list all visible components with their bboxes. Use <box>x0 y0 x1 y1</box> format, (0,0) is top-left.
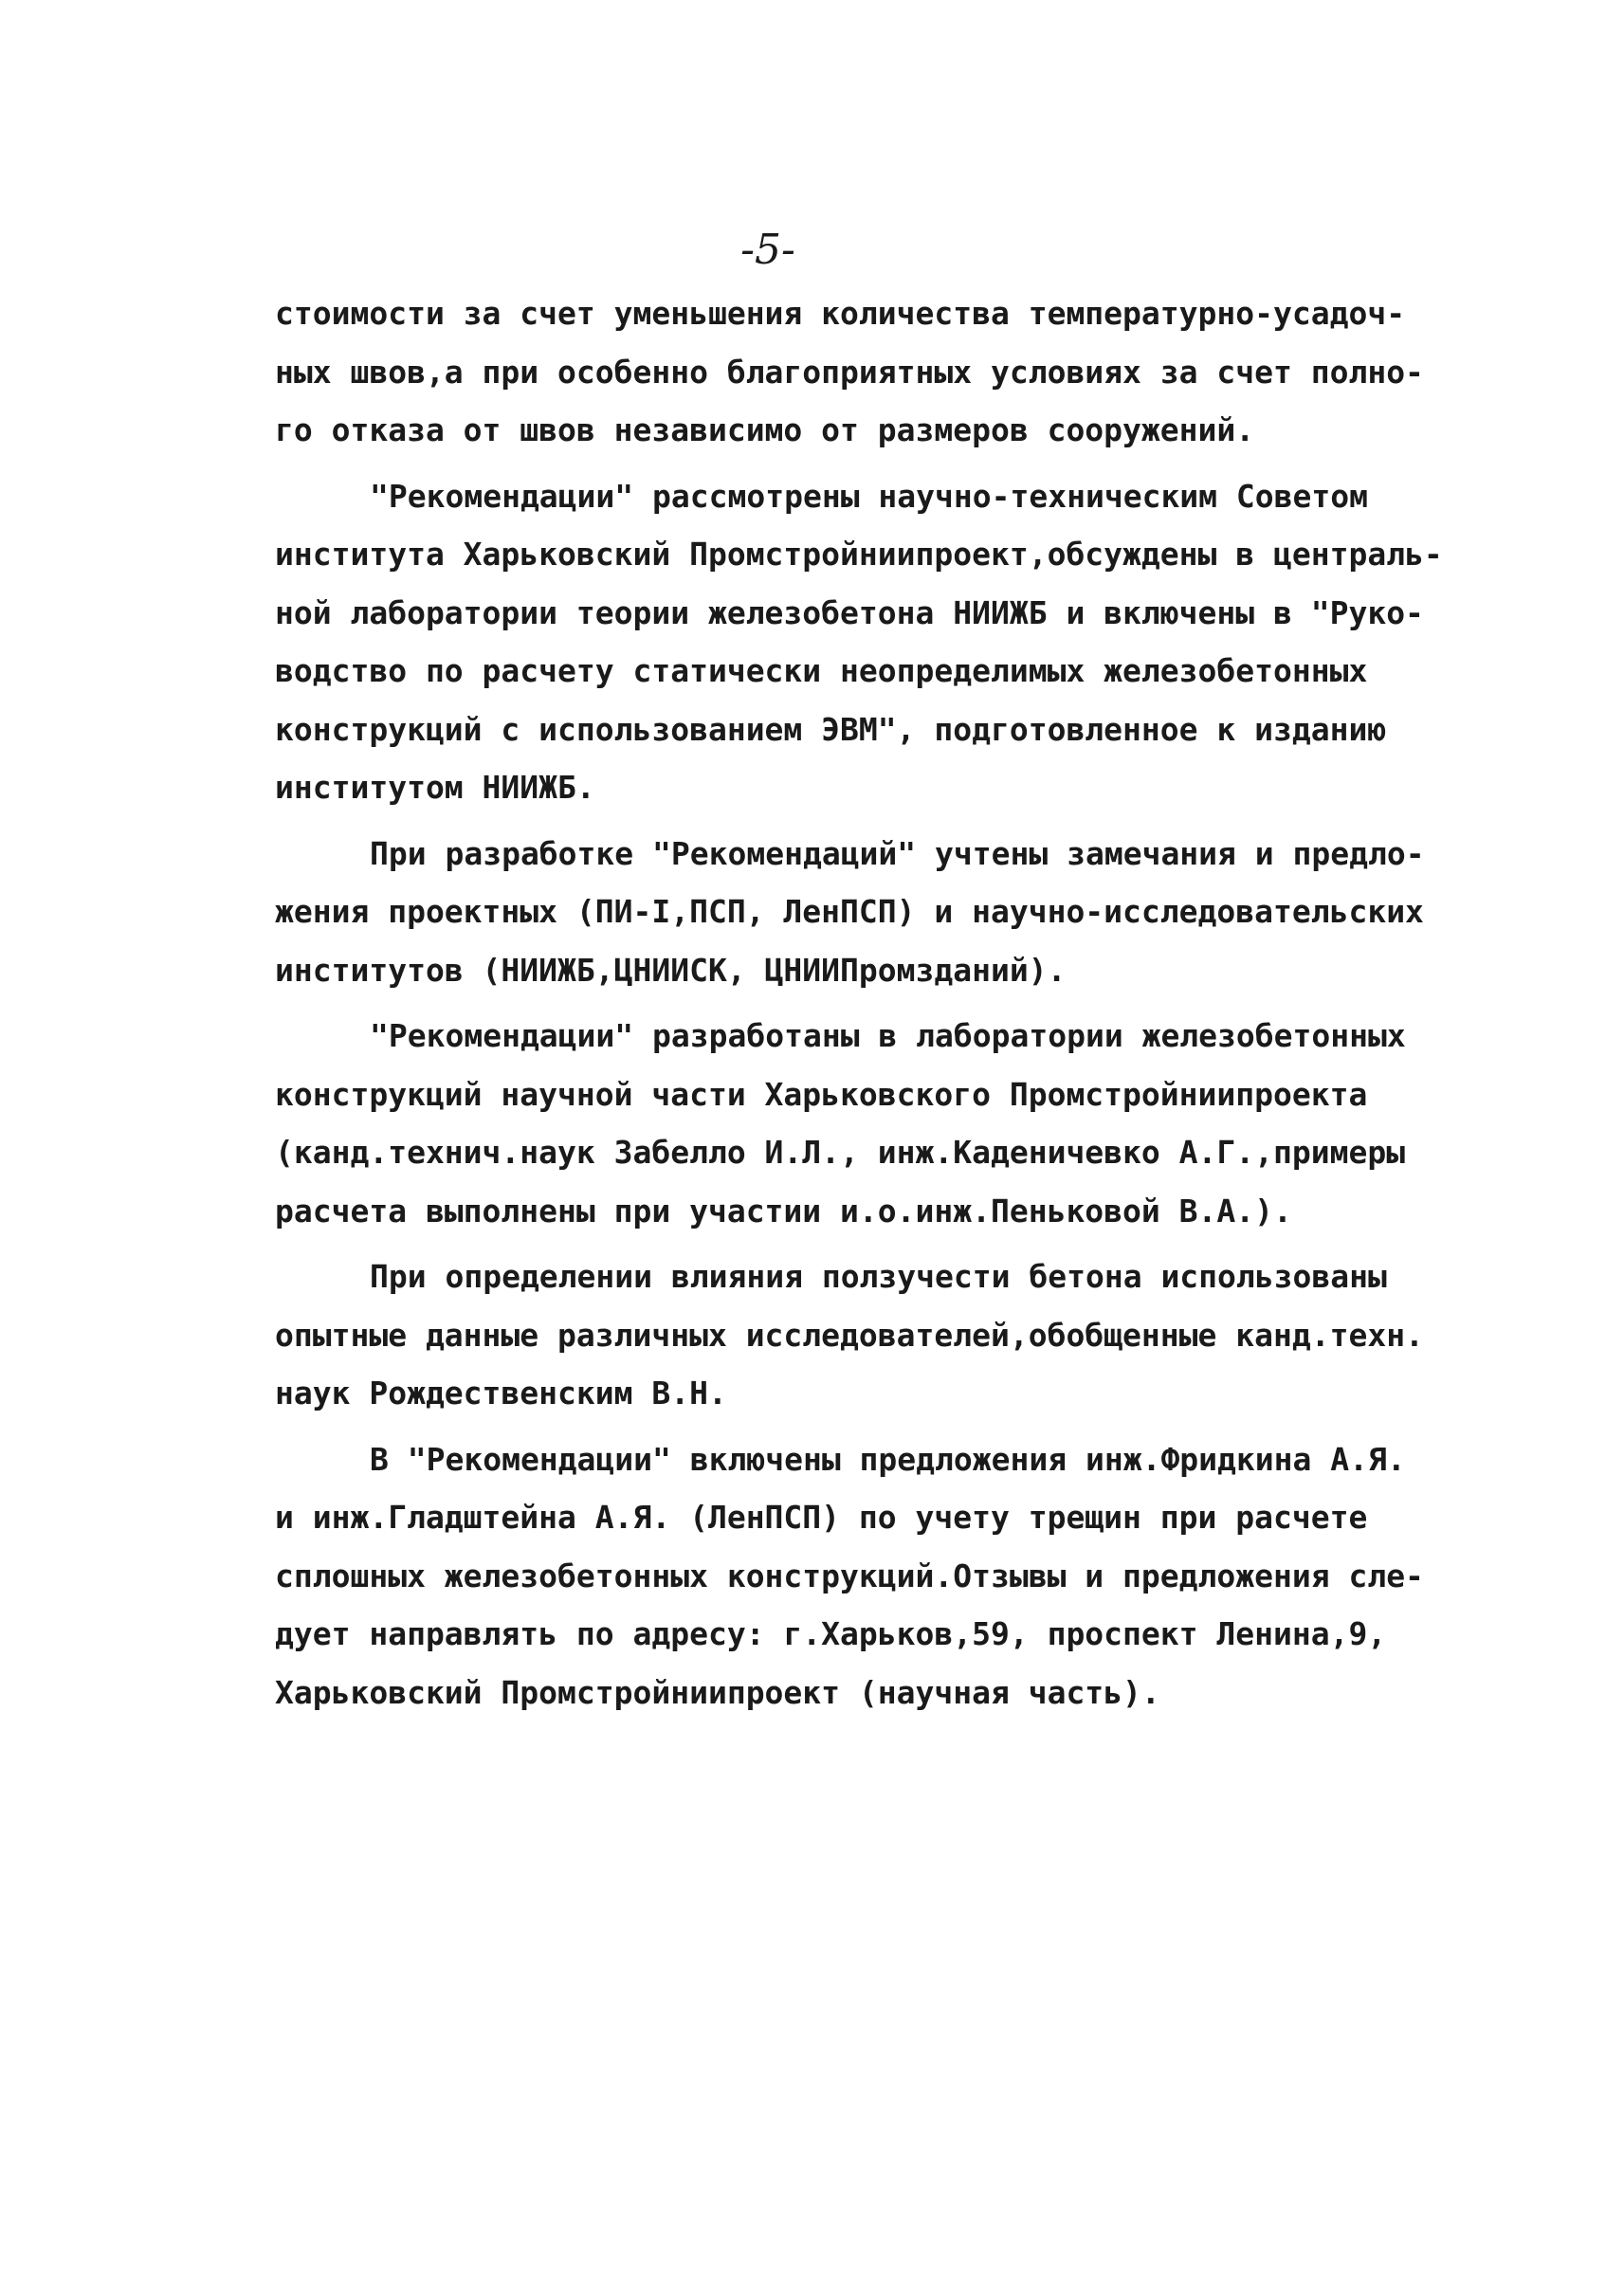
paragraph-2 <box>275 467 1443 817</box>
text-line: расчета выполнены при участии и.о.инж.Пеньковой В.А.). <box>275 1192 1292 1229</box>
text-line: стоимости за счет уменьшения количества температурно-усадоч- <box>275 295 1406 332</box>
text-line: го отказа от швов независимо от размеров сооружений. <box>275 411 1255 448</box>
text-line: и инж.Гладштейна А.Я. (ЛенПСП) по учету трещин при расчете <box>275 1499 1368 1536</box>
text-line: института Харьковский Промстройниипроект,обсуждены в централь- <box>275 536 1443 573</box>
text-line: При разработке "Рекомендаций" учтены замечания и предло- <box>370 834 1425 872</box>
text-line: дует направлять по адресу: г.Харьков,59, проспект Ленина,9, <box>275 1615 1387 1652</box>
body-text <box>275 284 1443 1721</box>
text-line: сплошных железобетонных конструкций.Отзывы и предложения сле- <box>275 1557 1424 1594</box>
text-line: наук Рождественским В.Н. <box>275 1375 727 1412</box>
text-line: ной лаборатории теории железобетона НИИЖБ и включены в "Руко- <box>275 593 1424 631</box>
text-line: "Рекомендации" разработаны в лаборатории железобетонных <box>370 1017 1406 1054</box>
text-line: конструкций с использованием ЭВМ", подготовленное к изданию <box>275 710 1387 748</box>
page-number: -5- <box>740 226 795 274</box>
text-line: Харьковский Промстройниипроект (научная часть). <box>275 1673 1160 1711</box>
paragraph-1 <box>275 284 1424 460</box>
text-line: жения проектных (ПИ-I,ПСП, ЛенПСП) и научно-исследовательских <box>275 893 1424 930</box>
text-line: конструкций научной части Харьковского Промстройниипроекта <box>275 1075 1368 1113</box>
text-line: При определении влияния ползучести бетона использованы <box>370 1258 1387 1295</box>
paragraph-3 <box>275 825 1425 1000</box>
paragraph-6 <box>275 1430 1424 1722</box>
paragraph-5 <box>275 1248 1424 1423</box>
text-line: "Рекомендации" рассмотрены научно-техническим Советом <box>370 477 1368 515</box>
text-line: институтом НИИЖБ. <box>275 769 595 806</box>
text-line: опытные данные различных исследователей,обобщенные канд.техн. <box>275 1316 1424 1354</box>
paragraph-4 <box>275 1007 1406 1240</box>
text-line: (канд.технич.наук Забелло И.Л., инж.Каденичевко А.Г.,примеры <box>275 1134 1406 1171</box>
text-line: В "Рекомендации" включены предложения инж.Фридкина А.Я. <box>370 1440 1406 1478</box>
text-line: институтов (НИИЖБ,ЦНИИСК, ЦНИИПромзданий). <box>275 951 1067 989</box>
text-line: водство по расчету статически неопределимых железобетонных <box>275 652 1368 689</box>
text-line: ных швов,а при особенно благоприятных условиях за счет полно- <box>275 353 1424 391</box>
